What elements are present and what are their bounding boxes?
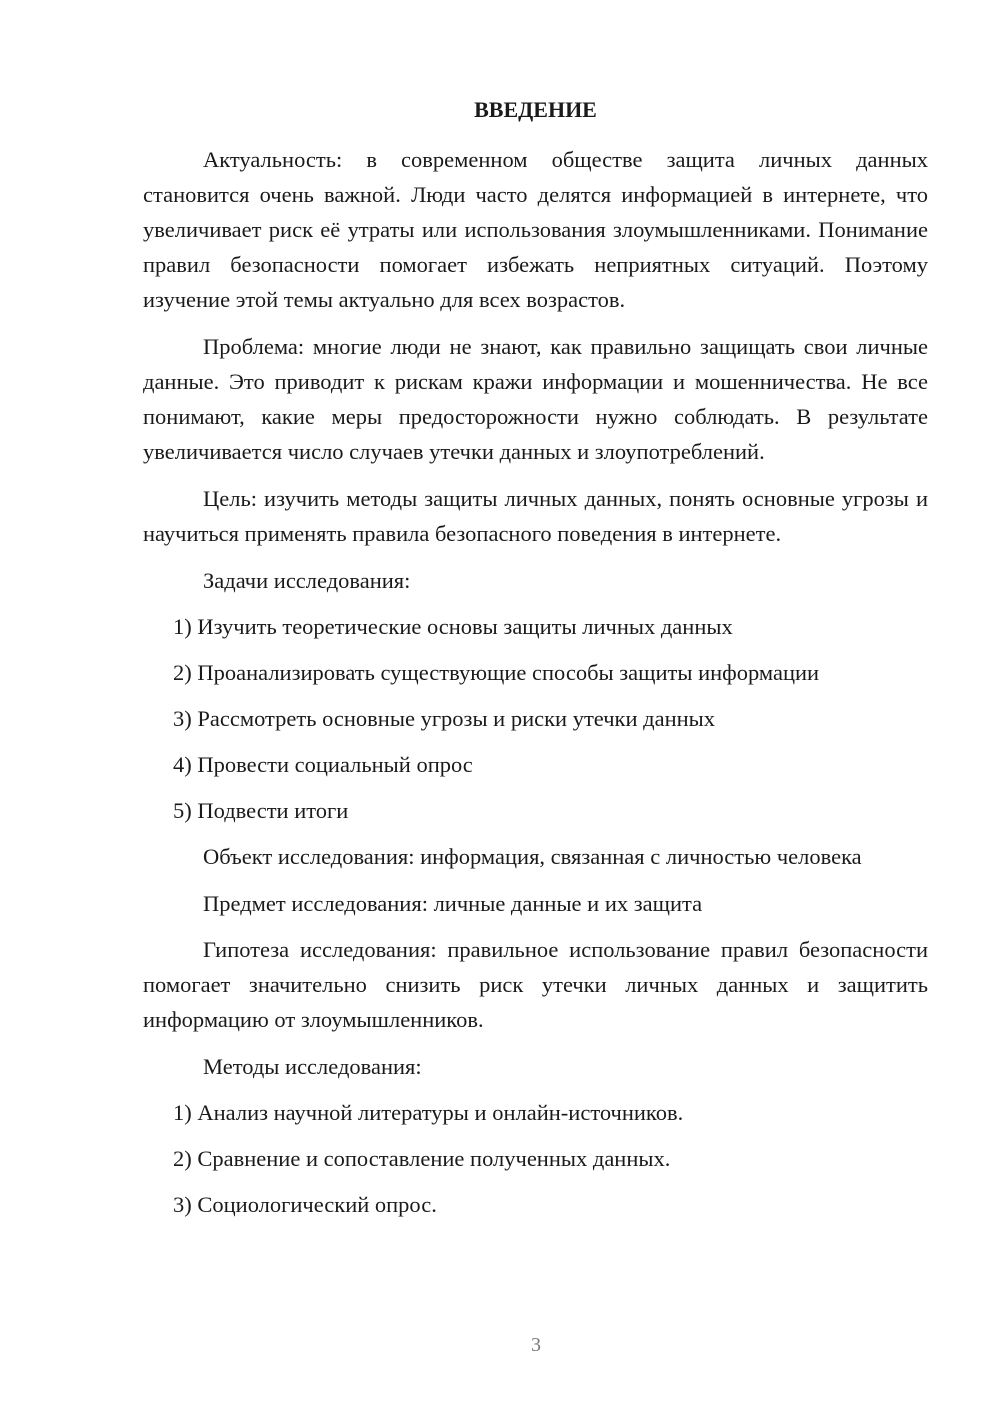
list-item: 4) Провести социальный опрос — [173, 752, 473, 777]
list-item: 1) Анализ научной литературы и онлайн-источников. — [173, 1100, 684, 1125]
list-item: 2) Сравнение и сопоставление полученных данных. — [173, 1146, 671, 1171]
goal-paragraph: Цель: изучить методы защиты личных данных, понять основные угрозы и научиться применять правила безопасного поведения в интернете. — [143, 486, 928, 546]
problem-paragraph: Проблема: многие люди не знают, как правильно защищать свои личные данные. Это приводит к рискам кражи информации и мошенничества. Не все понимают, какие меры предосторожности нужно соблюдать. В результате увеличивается число случаев утечки данных и злоупотреблений. — [143, 334, 928, 464]
subject-paragraph: Предмет исследования: личные данные и их защита — [203, 891, 703, 916]
list-item: 3) Социологический опрос. — [173, 1192, 437, 1217]
tasks-heading: Задачи исследования: — [203, 568, 411, 593]
tasks-list — [143, 609, 928, 828]
object-paragraph: Объект исследования: информация, связанная с личностью человека — [203, 844, 862, 869]
list-item: 5) Подвести итоги — [173, 798, 349, 823]
methods-heading: Методы исследования: — [203, 1054, 422, 1079]
page-number: 3 — [531, 1334, 541, 1356]
section-title: ВВЕДЕНИЕ — [474, 97, 597, 122]
list-item: 1) Изучить теоретические основы защиты личных данных — [173, 614, 733, 639]
page-content — [143, 94, 928, 1233]
list-item: 3) Рассмотреть основные угрозы и риски утечки данных — [173, 706, 716, 731]
methods-list — [143, 1095, 928, 1222]
relevance-paragraph: Актуальность: в современном обществе защита личных данных становится очень важной. Люди часто делятся информацией в интернете, что увеличивает риск её утраты или использования злоумышленниками. Понимание правил безопасности помогает избежать неприятных ситуаций. Поэтому изучение этой темы актуально для всех возрастов. — [143, 147, 928, 312]
hypothesis-paragraph: Гипотеза исследования: правильное использование правил безопасности помогает значительно снизить риск утечки личных данных и защитить информацию от злоумышленников. — [143, 937, 928, 1032]
list-item: 2) Проанализировать существующие способы защиты информации — [173, 660, 820, 685]
